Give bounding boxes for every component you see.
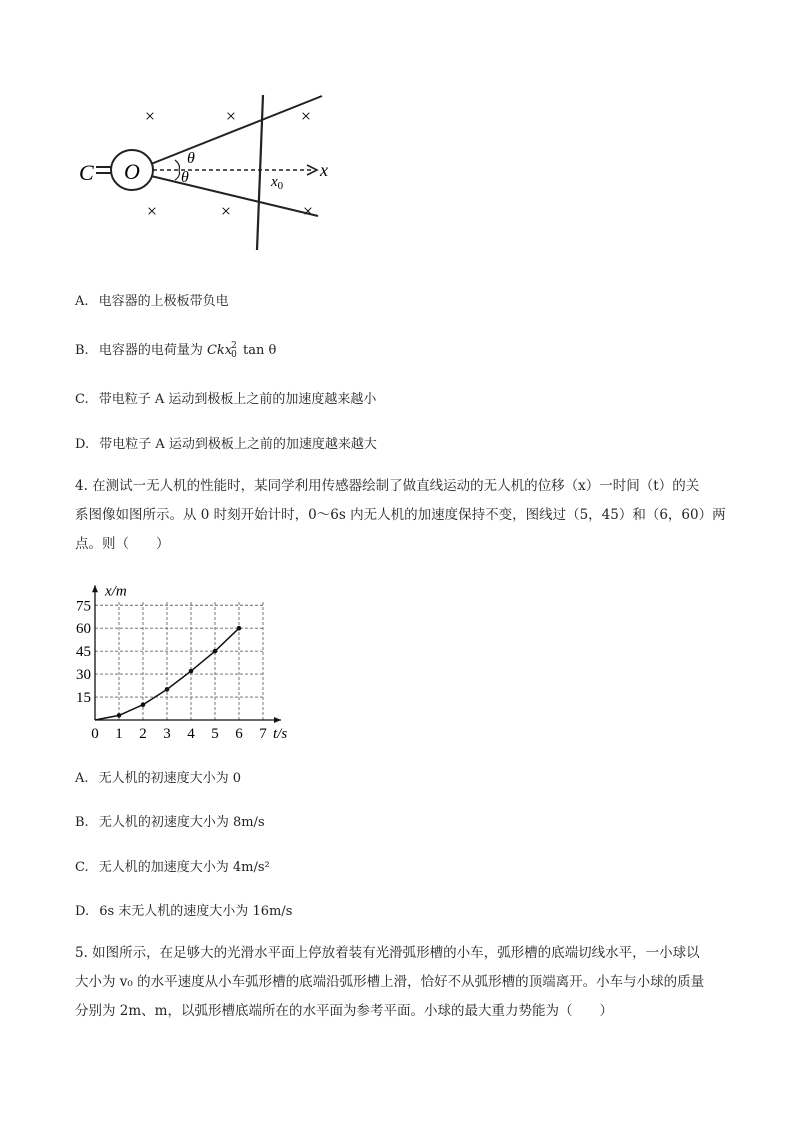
q3-option-c[interactable]	[75, 388, 376, 407]
y-axis-arrow-icon	[92, 585, 98, 592]
option-letter: D.	[75, 904, 90, 919]
field-cross: ×	[220, 201, 232, 221]
data-point	[165, 687, 170, 692]
q5-stem	[75, 939, 765, 1026]
data-point	[189, 669, 194, 674]
option-text: 电容器的上极板带负电	[98, 294, 229, 309]
q3-option-b[interactable]	[75, 339, 276, 360]
x-tick-label: 1	[115, 726, 123, 742]
y-tick-label: 30	[76, 667, 91, 684]
x0-label: $x_0$	[271, 174, 284, 192]
q3-option-a[interactable]	[75, 290, 229, 309]
option-text: 无人机的初速度大小为 0	[98, 771, 242, 786]
q4-stem	[75, 472, 755, 559]
x-tick-label: 5	[211, 726, 219, 742]
option-text: 带电粒子 A 运动到极板上之前的加速度越来越大	[99, 437, 377, 452]
x-axis-label: x	[320, 160, 328, 180]
option-text: 无人机的初速度大小为 8m/s	[98, 815, 265, 830]
data-point	[117, 713, 122, 718]
x-axis-title: t/s	[273, 726, 288, 742]
q4-stem-line: 系图像如图所示。从 0 时刻开始计时，0～6s 内无人机的加速度保持不变，图线过（5，45）和（6，60）两	[75, 507, 726, 523]
option-letter: A.	[75, 771, 89, 786]
x-axis-arrow-icon	[274, 717, 281, 723]
capacitor-label: C	[79, 160, 94, 185]
x-tick-label: 6	[235, 726, 243, 742]
upper-boundary-line	[151, 96, 322, 164]
q5-stem-line: 5. 如图所示，在足够大的光滑水平面上停放着装有光滑弧形槽的小车，弧形槽的底端切线水平，一小球以	[75, 945, 700, 961]
capacitor-field-figure	[75, 88, 350, 253]
q5-stem-line: 大小为 v₀ 的水平速度从小车弧形槽的底端沿弧形槽上滑，恰好不从弧形槽的顶端离开。小车与小球的质量	[75, 974, 705, 990]
y-tick-label: 60	[76, 621, 91, 638]
option-letter: C.	[75, 392, 89, 407]
data-point	[213, 649, 218, 654]
origin-label: O	[124, 159, 140, 184]
field-cross: ×	[300, 106, 312, 126]
theta-upper-label: θ	[187, 150, 195, 167]
y-tick-label: 15	[76, 690, 91, 707]
lower-boundary-line	[151, 176, 318, 216]
x-tick-label: 0	[91, 726, 99, 742]
field-cross: ×	[302, 201, 314, 221]
q4-option-a[interactable]	[75, 767, 241, 786]
theta-lower-label: θ	[181, 169, 189, 186]
option-text: 带电粒子 A 运动到极板上之前的加速度越来越小	[98, 392, 377, 407]
field-cross: ×	[146, 201, 158, 221]
option-text: 无人机的加速度大小为 4m/s²	[98, 860, 270, 875]
q4-option-b[interactable]	[75, 811, 265, 830]
x-t-chart	[62, 578, 312, 748]
x-tick-label: 4	[187, 726, 195, 742]
x-tick-label: 3	[163, 726, 171, 742]
field-cross: ×	[225, 106, 237, 126]
y-axis-title: x/m	[105, 583, 127, 600]
q3-option-d[interactable]	[75, 433, 377, 452]
option-letter: A.	[75, 294, 89, 309]
charge-formula: Ckx 2 0 tan θ	[206, 340, 277, 360]
option-text: 电容器的电荷量为	[98, 343, 203, 358]
option-letter: B.	[75, 815, 89, 830]
plate-line	[257, 95, 263, 250]
field-cross: ×	[144, 106, 156, 126]
data-point	[237, 626, 242, 631]
x-tick-label: 7	[259, 726, 267, 742]
option-text: 6s 末无人机的速度大小为 16m/s	[99, 904, 293, 919]
y-tick-label: 45	[76, 644, 91, 661]
q4-option-d[interactable]	[75, 900, 292, 919]
option-letter: D.	[75, 437, 90, 452]
q4-stem-line: 点。则（ ）	[75, 536, 170, 552]
q5-stem-line: 分别为 2m、m，以弧形槽底端所在的水平面为参考平面。小球的最大重力势能为（ ）	[75, 1003, 613, 1019]
option-letter: C.	[75, 860, 89, 875]
data-point	[141, 702, 146, 707]
x-tick-label: 2	[139, 726, 147, 742]
q4-option-c[interactable]	[75, 856, 270, 875]
q4-stem-line: 4. 在测试一无人机的性能时，某同学利用传感器绘制了做直线运动的无人机的位移（x）一时间（t）的关	[75, 478, 700, 494]
y-tick-label: 75	[76, 598, 91, 615]
option-letter: B.	[75, 343, 89, 358]
